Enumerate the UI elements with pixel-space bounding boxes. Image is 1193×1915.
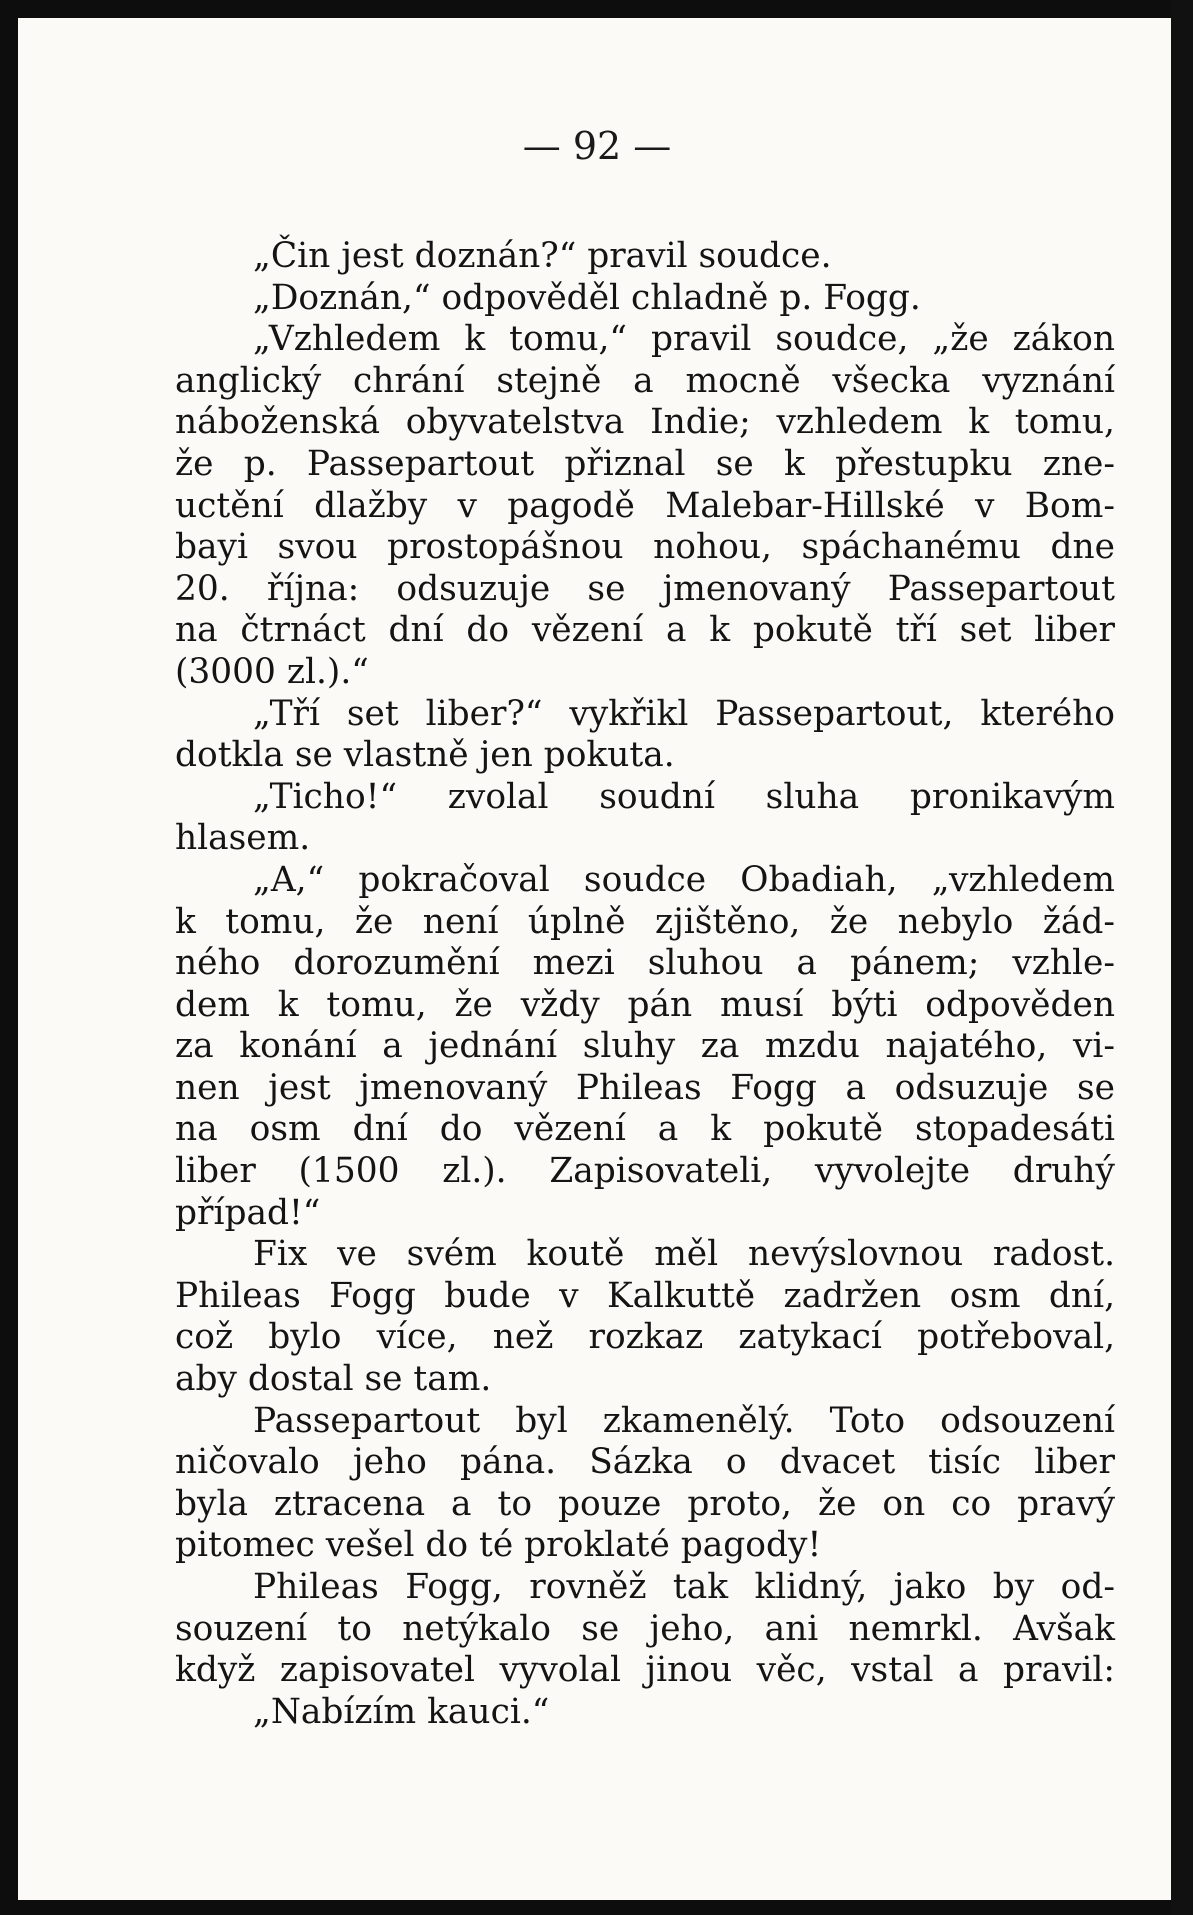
text-line: aby dostal se tam. [175, 1359, 492, 1400]
text-line: dotkla se vlastně jen pokuta. [175, 735, 675, 776]
page-number: — 92 — [522, 124, 672, 168]
text-line: (3000 zl.).“ [175, 651, 369, 692]
text-line: což bylo více, než rozkaz zatykací potřeboval, [175, 1317, 1115, 1358]
text-line: Phileas Fogg bude v Kalkuttě zadržen osm dní, [175, 1275, 1115, 1316]
text-line: „Tří set liber?“ vykřikl Passepartout, kterého [253, 693, 1115, 734]
text-line: Passepartout byl zkamenělý. Toto odsouzení [253, 1400, 1115, 1441]
text-line: 20. října: odsuzuje se jmenovaný Passepartout [175, 568, 1115, 609]
text-line: na čtrnáct dní do vězení a k pokutě tří set liber [175, 610, 1115, 651]
text-line: „Ticho!“ zvolal soudní sluha pronikavým [253, 776, 1115, 817]
text-line: za konání a jednání sluhy za mzdu najatého, vi- [175, 1026, 1115, 1067]
text-line: bayi svou prostopášnou nohou, spáchanému dne [175, 527, 1115, 568]
text-line: ného dorozumění mezi sluhou a pánem; vzhle- [175, 943, 1115, 984]
text-line: liber (1500 zl.). Zapisovateli, vyvolejte druhý [175, 1151, 1115, 1192]
text-line: „Vzhledem k tomu,“ pravil soudce, „že zákon [253, 319, 1115, 360]
body-text [175, 236, 1115, 1733]
text-line: anglický chrání stejně a mocně všecka vyznání [175, 360, 1115, 401]
text-line: že p. Passepartout přiznal se k přestupku zne- [175, 443, 1115, 484]
text-line: pitomec vešel do té proklaté pagody! [175, 1525, 822, 1566]
text-line: Fix ve svém koutě měl nevýslovnou radost. [253, 1234, 1115, 1275]
book-page [18, 18, 1176, 1900]
scan-edge [1171, 0, 1193, 1915]
text-line: hlasem. [175, 818, 311, 859]
text-line: k tomu, že není úplně zjištěno, že nebylo žád- [175, 901, 1115, 942]
text-line: když zapisovatel vyvolal jinou věc, vstal a pravil: [175, 1650, 1115, 1691]
text-line: „Čin jest doznán?“ pravil soudce. [253, 236, 832, 276]
text-line: byla ztracena a to pouze proto, že on co pravý [175, 1483, 1115, 1524]
text-line: případ!“ [175, 1192, 321, 1233]
text-line: ničovalo jeho pána. Sázka o dvacet tisíc liber [175, 1442, 1115, 1483]
text-line: „Doznán,“ odpověděl chladně p. Fogg. [253, 277, 921, 318]
text-line: náboženská obyvatelstva Indie; vzhledem k tomu, [175, 402, 1115, 443]
text-line: uctění dlažby v pagodě Malebar-Hillské v Bom- [175, 485, 1115, 526]
text-line: „Nabízím kauci.“ [253, 1691, 550, 1732]
text-line: „A,“ pokračoval soudce Obadiah, „vzhledem [253, 859, 1115, 900]
text-line: souzení to netýkalo se jeho, ani nemrkl. Avšak [175, 1608, 1115, 1649]
text-line: nen jest jmenovaný Phileas Fogg a odsuzuje se [175, 1067, 1115, 1108]
text-line: dem k tomu, že vždy pán musí býti odpověden [175, 984, 1115, 1025]
text-line: Phileas Fogg, rovněž tak klidný, jako by od- [253, 1567, 1115, 1607]
text-line: na osm dní do vězení a k pokutě stopadesáti [175, 1109, 1115, 1150]
